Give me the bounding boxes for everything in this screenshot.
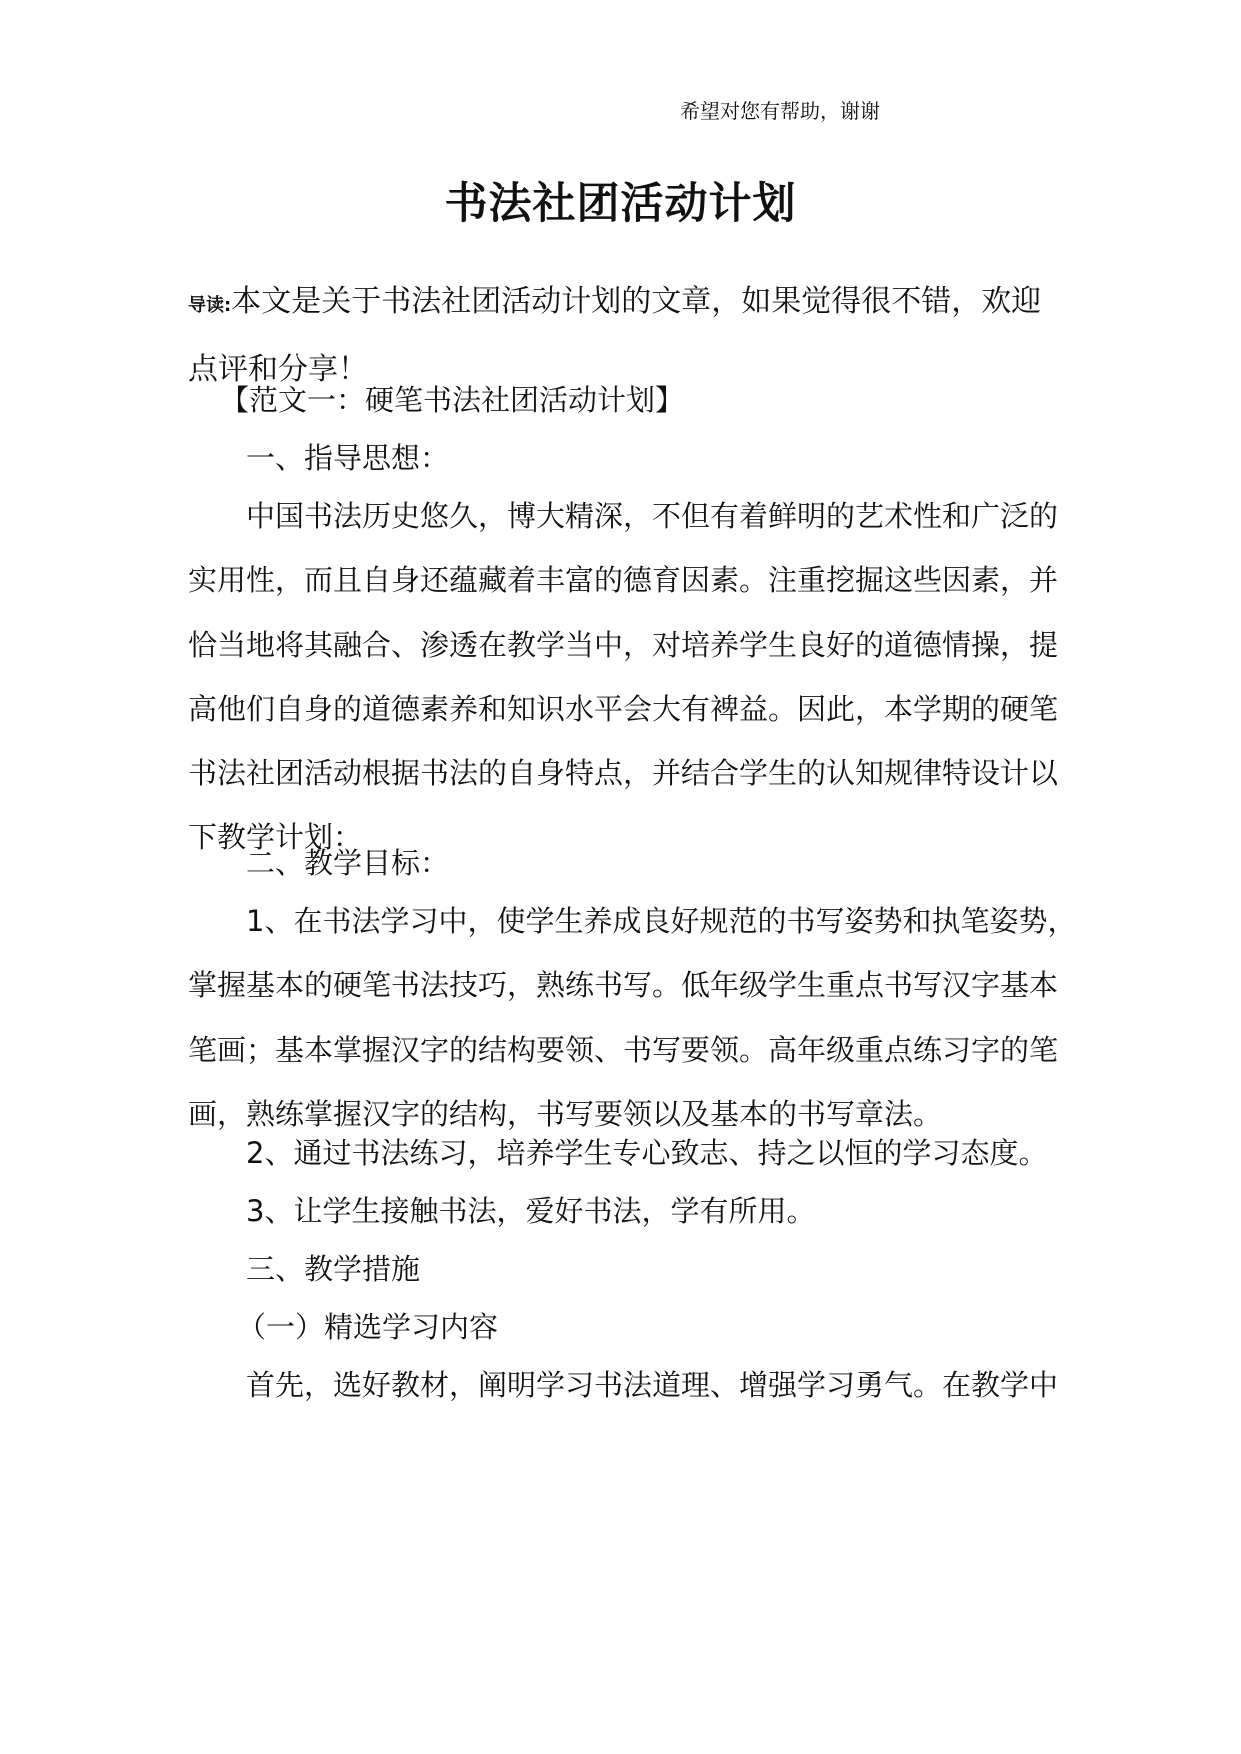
- part3-heading: 三、教学措施: [246, 1252, 421, 1286]
- intro-text: 本文是关于书法社团活动计划的文章，如果觉得很不错，欢迎点评和分享！: [188, 284, 1042, 387]
- intro-label: 导读:: [188, 295, 232, 316]
- section-heading: 【范文一：硬笔书法社团活动计划】: [220, 383, 685, 417]
- goal-item-2: 2、通过书法练习，培养学生专心致志、持之以恒的学习态度。: [246, 1136, 1048, 1170]
- part2-heading: 二、教学目标：: [246, 846, 450, 880]
- part1-heading: 一、指导思想：: [246, 441, 450, 475]
- header-note: 希望对您有帮助，谢谢: [680, 99, 880, 123]
- goal-item-3: 3、让学生接触书法，爱好书法，学有所用。: [246, 1194, 816, 1228]
- document-title: 书法社团活动计划: [444, 179, 797, 229]
- part1-paragraph: 中国书法历史悠久，博大精深，不但有着鲜明的艺术性和广泛的实用性，而且自身还蕴藏着丰富的德育因素。注重挖掘这些因素，并恰当地将其融合、渗透在教学当中，对培养学生良好的道德情操，提高他们自身的道德素养和知识水平会大有裨益。因此，本学期的硬笔书法社团活动根据书法的自身特点，并结合学生的认知规律特设计以下教学计划：: [188, 499, 1059, 855]
- part3-paragraph: 首先，选好教材，阐明学习书法道理、增强学习勇气。在教学中: [246, 1368, 1059, 1402]
- part3-subheading: （一）精选学习内容: [237, 1310, 499, 1344]
- goal-item-1: 1、在书法学习中，使学生养成良好规范的书写姿势和执笔姿势，掌握基本的硬笔书法技巧，熟练书写。低年级学生重点书写汉字基本笔画；基本掌握汉字的结构要领、书写要领。高年级重点练习字的笔画，熟练掌握汉字的结构，书写要领以及基本的书写章法。: [188, 904, 1077, 1131]
